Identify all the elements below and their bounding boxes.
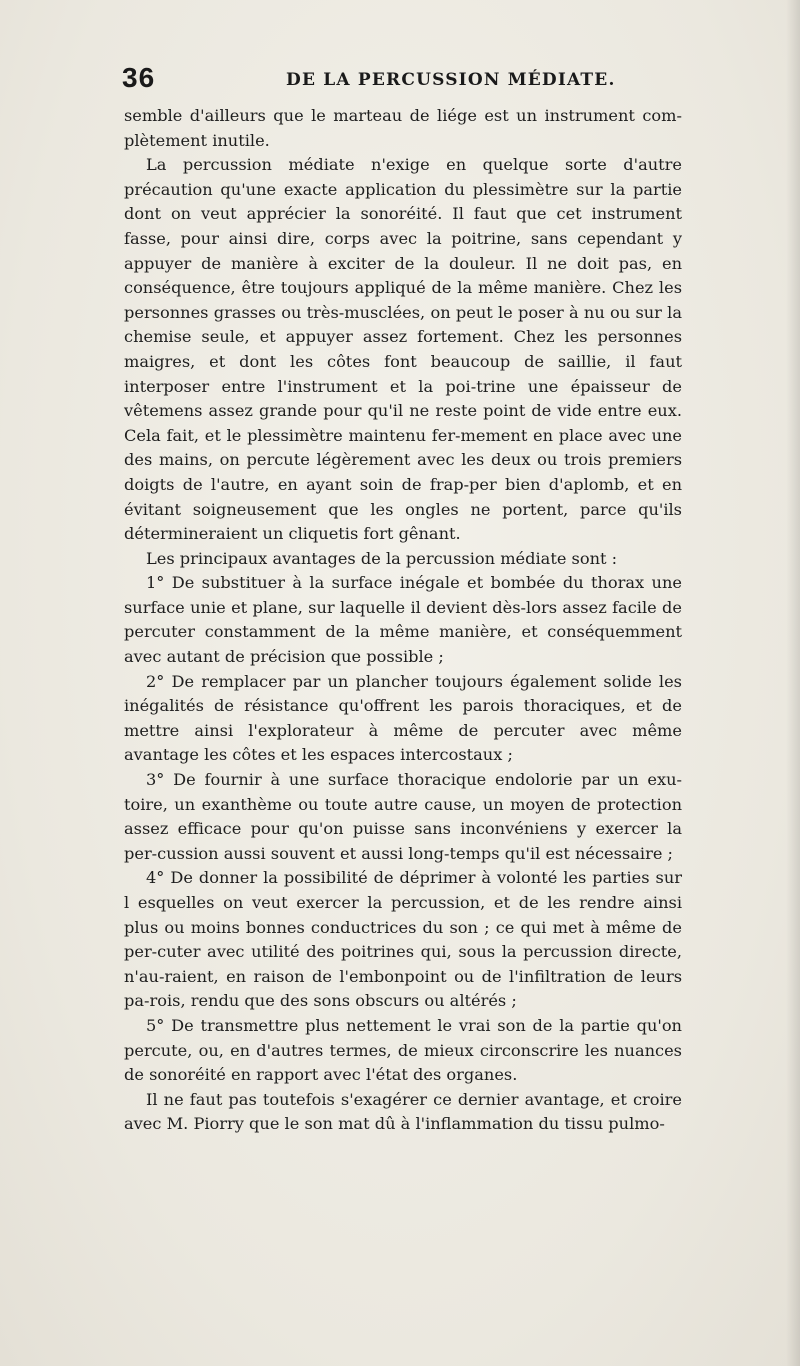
- list-item-advantage-1: 1° De substituer à la surface inégale et bombée du thorax une surface unie et plane, sur laquelle il devient dès-lors assez facile de percuter constamment de la même manière, et conséquemment avec autant de précision que possible ;: [124, 573, 682, 667]
- page-number: 36: [122, 62, 156, 93]
- paragraph-advantages-intro: Les principaux avantages de la percussion médiate sont :: [146, 548, 618, 568]
- list-item-advantage-5: 5° De transmettre plus nettement le vrai son de la partie qu'on percute, ou, en d'autres termes, de mieux circonscrire les nuances de sonoréité en rapport avec l'état des organes.: [124, 1015, 682, 1085]
- paragraph-caution: Il ne faut pas toutefois s'exagérer ce dernier avantage, et croire avec M. Piorry que le son mat dû à l'inflammation du tissu pulmo-: [124, 1089, 682, 1134]
- page-edge-shadow: [786, 0, 800, 1366]
- paragraph-precaution: La percussion médiate n'exige en quelque sorte d'autre précaution qu'une exacte application du plessimètre sur la partie dont on veut apprécier la sonoréité. Il faut que cet instrument fasse, pour ainsi dire, corps avec la poitrine, sans cependant y appuyer de manière à exciter de la douleur. Il ne doit pas, en conséquence, être toujours appliqué de la même manière. Chez les personnes grasses ou très-musclées, on peut le poser à nu ou sur la chemise seule, et appuyer assez fortement. Chez les personnes maigres, et dont les côtes font beaucoup de saillie, il faut interposer entre l'instrument et la poi-trine une épaisseur de vêtemens assez grande pour qu'il ne reste point de vide entre eux. Cela fait, et le plessimètre maintenu fer-mement en place avec une des mains, on percute légèrement avec les deux ou trois premiers doigts de l'autre, en ayant soin de frap-per bien d'aplomb, et en évitant soigneusement que les ongles ne portent, parce qu'ils détermineraient un cliquetis fort gênant.: [124, 155, 682, 544]
- list-item-advantage-2: 2° De remplacer par un plancher toujours également solide les inégalités de résistance qu'offrent les parois thoraciques, et de mettre ainsi l'explorateur à même de percuter avec même avantage les côtes et les espaces intercostaux ;: [124, 671, 682, 765]
- body-text: [124, 104, 682, 1137]
- running-title: DE LA PERCUSSION MÉDIATE.: [286, 70, 616, 90]
- list-item-advantage-4: 4° De donner la possibilité de déprimer à volonté les parties sur l esquelles on veut exercer la percussion, et de les rendre ainsi plus ou moins bonnes conductrices du son ; ce qui met à même de per-cuter avec utilité des poitrines qui, sous la percussion directe, n'au-raient, en raison de l'embonpoint ou de l'infiltration de leurs pa-rois, rendu que des sons obscurs ou altérés ;: [124, 868, 682, 1011]
- paragraph-continuation: semble d'ailleurs que le marteau de liége est un instrument com-plètement inutile.: [124, 106, 682, 150]
- page-header: [0, 62, 800, 102]
- list-item-advantage-3: 3° De fournir à une surface thoracique endolorie par un exu-toire, un exanthème ou toute autre cause, un moyen de protection assez efficace pour qu'on puisse sans inconvéniens y exercer la per-cussion aussi souvent et aussi long-temps qu'il est nécessaire ;: [124, 770, 682, 863]
